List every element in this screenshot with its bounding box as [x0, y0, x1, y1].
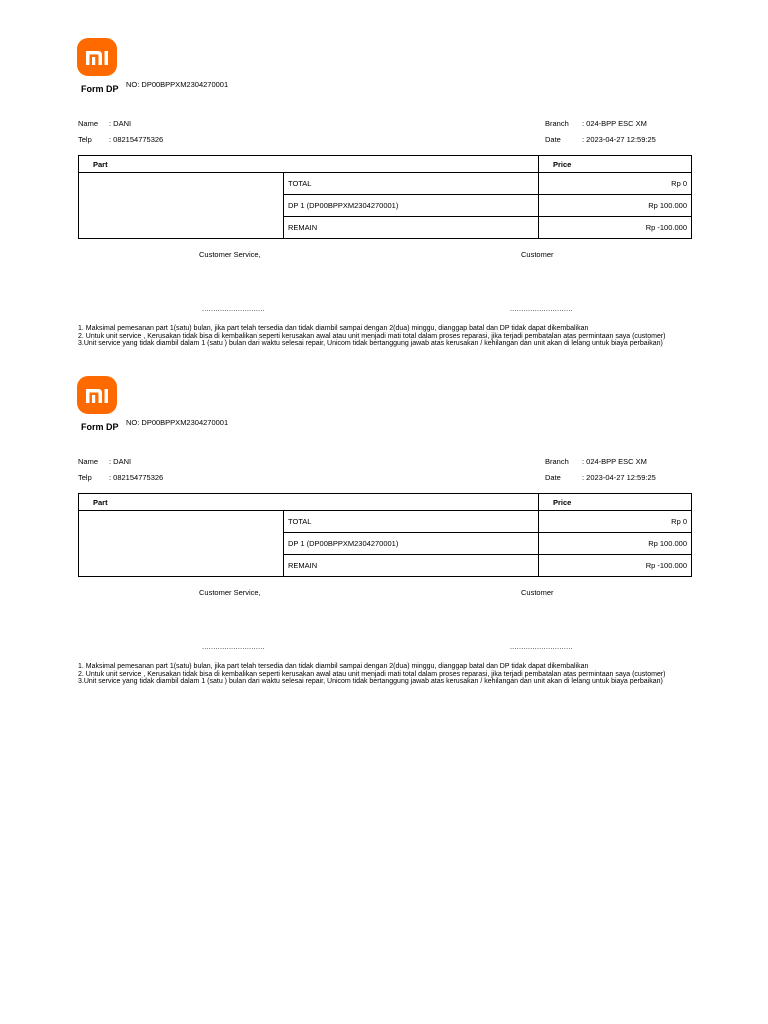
note-item: 2. Untuk unit service , Kerusakan tidak bisa di kembalikan seperti kerusakan awal atau unit menjadi mati total dalam proses reparasi, jika terjadi pembatalan atas permintaan saya (customer) — [78, 670, 666, 678]
telp-label: Telp — [78, 135, 92, 144]
date-label: Date — [545, 473, 561, 482]
row-desc: REMAIN — [284, 217, 539, 239]
row-amount: Rp 100.000 — [539, 533, 692, 555]
header-part: Part — [79, 494, 539, 511]
customer-service-signature-label: Customer Service, — [199, 588, 261, 597]
branch-label: Branch — [545, 119, 569, 128]
table-row — [79, 511, 692, 533]
note-item: 1. Maksimal pemesanan part 1(satu) bulan, jika part telah tersedia dan tidak diambil sampai dengan 2(dua) minggu, dianggap batal dan DP tidak dapat dikembalikan — [78, 663, 589, 670]
name-label: Name — [78, 457, 99, 466]
table-header-row — [79, 494, 692, 511]
form-title: Form DP — [81, 84, 119, 94]
form-dp-copy-2 — [0, 338, 768, 686]
branch-value: : 024-BPP ESC XM — [582, 457, 647, 466]
name-label: Name — [78, 119, 99, 128]
telp-value: : 082154775326 — [109, 135, 164, 144]
row-amount: Rp -100.000 — [539, 555, 692, 577]
date-value: : 2023-04-27 12:59:25 — [582, 135, 656, 144]
note-item: 3.Unit service yang tidak diambil dalam 1 (satu ) bulan dari waktu selesai repair, Unicom tidak bertanggung jawab atas kerusakan / kehilangan dan unit akan di lelang untuk biaya perbaikan) — [78, 678, 663, 686]
row-amount: Rp -100.000 — [539, 217, 692, 239]
terms-notes — [78, 663, 693, 686]
header-price: Price — [539, 156, 692, 173]
row-amount: Rp 0 — [539, 511, 692, 533]
row-amount: Rp 100.000 — [539, 195, 692, 217]
name-value: : DANI — [109, 119, 132, 128]
part-cell — [79, 511, 284, 577]
part-cell — [79, 173, 284, 239]
customer-signature-line: ............................ — [510, 644, 573, 651]
table-row — [79, 173, 692, 195]
date-value: : 2023-04-27 12:59:25 — [582, 473, 656, 482]
row-desc: DP 1 (DP00BPPXM2304270001) — [284, 533, 539, 555]
form-number: NO: DP00BPPXM2304270001 — [126, 418, 229, 427]
telp-value: : 082154775326 — [109, 473, 164, 482]
row-desc: TOTAL — [284, 511, 539, 533]
xiaomi-logo-icon — [77, 376, 117, 414]
name-value: : DANI — [109, 457, 132, 466]
note-item: 2. Untuk unit service , Kerusakan tidak bisa di kembalikan seperti kerusakan awal atau unit menjadi mati total dalam proses reparasi, jika terjadi pembatalan atas permintaan saya (customer) — [78, 332, 666, 340]
parts-table — [78, 493, 692, 577]
customer-service-signature-line: ............................ — [202, 306, 265, 313]
customer-signature-line: ............................ — [510, 306, 573, 313]
customer-signature-label: Customer — [521, 588, 554, 597]
note-item: 3.Unit service yang tidak diambil dalam 1 (satu ) bulan dari waktu selesai repair, Unicom tidak bertanggung jawab atas kerusakan / kehilangan dan unit akan di lelang untuk biaya perbaikan) — [78, 340, 663, 348]
form-dp-copy-1 — [0, 0, 768, 348]
branch-label: Branch — [545, 457, 569, 466]
row-amount: Rp 0 — [539, 173, 692, 195]
note-item: 1. Maksimal pemesanan part 1(satu) bulan, jika part telah tersedia dan tidak diambil sampai dengan 2(dua) minggu, dianggap batal dan DP tidak dapat dikembalikan — [78, 325, 589, 332]
row-desc: DP 1 (DP00BPPXM2304270001) — [284, 195, 539, 217]
header-price: Price — [539, 494, 692, 511]
customer-service-signature-line: ............................ — [202, 644, 265, 651]
header-part: Part — [79, 156, 539, 173]
table-header-row — [79, 156, 692, 173]
xiaomi-logo-icon — [77, 38, 117, 76]
customer-service-signature-label: Customer Service, — [199, 250, 261, 259]
row-desc: REMAIN — [284, 555, 539, 577]
form-number: NO: DP00BPPXM2304270001 — [126, 80, 229, 89]
date-label: Date — [545, 135, 561, 144]
parts-table — [78, 155, 692, 239]
telp-label: Telp — [78, 473, 92, 482]
form-title: Form DP — [81, 422, 119, 432]
customer-signature-label: Customer — [521, 250, 554, 259]
row-desc: TOTAL — [284, 173, 539, 195]
branch-value: : 024-BPP ESC XM — [582, 119, 647, 128]
